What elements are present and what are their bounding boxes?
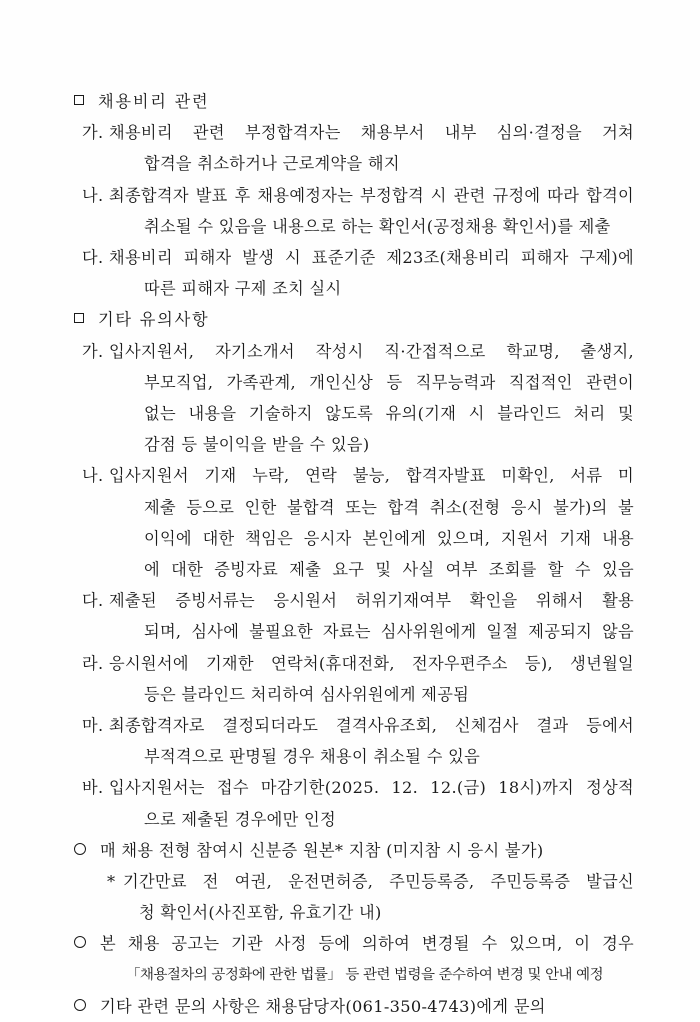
list-item-ma-2 — [74, 710, 634, 772]
item-line: 최종합격자 발표 후 채용예정자는 부정합격 시 관련 규정에 따라 합격이 — [109, 185, 634, 205]
item-label: 가. — [82, 123, 104, 143]
item-line: 감점 등 불이익을 받을 수 있음) — [144, 435, 370, 455]
list-item-da-2 — [74, 585, 634, 647]
section-heading-text: 기타 유의사항 — [98, 310, 210, 330]
list-item-ba-2 — [74, 772, 634, 834]
circle-note-announcement-change — [74, 928, 634, 990]
item-label: 라. — [82, 653, 104, 673]
item-line: 으로 제출된 경우에만 인정 — [144, 809, 336, 829]
item-line: 부모직업, 가족관계, 개인신상 등 직무능력과 직접적인 관련이 — [144, 372, 634, 392]
circle-note-subnote-id-types — [74, 866, 634, 928]
list-item-da-1 — [74, 242, 634, 304]
list-item-ga-2 — [74, 336, 634, 461]
item-line: 입사지원서는 접수 마감기한(2025. 12. 12.(금) 18시)까지 정상적 — [109, 778, 634, 798]
circle-note-id-original — [74, 835, 634, 866]
item-line: 최종합격자로 결정되더라도 결격사유조회, 신체검사 결과 등에서 — [109, 716, 634, 736]
document-body — [74, 86, 634, 1022]
circle-bullet-icon — [74, 835, 100, 866]
item-line: 입사지원서, 자기소개서 작성시 직·간접적으로 학교명, 출생지, — [109, 341, 634, 361]
list-item-ra-2 — [74, 648, 634, 710]
item-line: 취소될 수 있음을 내용으로 하는 확인서(공정채용 확인서)를 제출 — [144, 216, 611, 236]
item-label: 가. — [82, 341, 104, 361]
item-line: 되며, 심사에 불필요한 자료는 심사위원에게 일절 제공되지 않음 — [144, 622, 634, 642]
item-line: 이익에 대한 책임은 응시자 본인에게 있으며, 지원서 기재 내용 — [144, 528, 634, 548]
subnote-line: 청 확인서(사진포함, 유효기간 내) — [139, 903, 382, 923]
list-item-na-1 — [74, 180, 634, 242]
note-line: 매 채용 전형 참여시 신분증 원본* 지참 (미지참 시 응시 불가) — [100, 840, 544, 860]
item-line: 합격을 취소하거나 근로계약을 해지 — [144, 154, 400, 174]
item-label: 나. — [82, 466, 104, 486]
item-line: 등은 블라인드 처리하여 심사위원에게 제공됨 — [144, 684, 470, 704]
item-label: 마. — [82, 716, 104, 736]
section-heading-text: 채용비리 관련 — [98, 92, 210, 111]
item-line: 없는 내용을 기술하지 않도록 유의(기재 시 블라인드 처리 및 — [144, 404, 634, 424]
item-line: 따른 피해자 구제 조치 실시 — [144, 279, 342, 299]
item-label: 나. — [82, 185, 104, 205]
item-line: 채용비리 관련 부정합격자는 채용부서 내부 심의·결정을 거쳐 — [109, 123, 634, 143]
item-line: 제출된 증빙서류는 응시원서 허위기재여부 확인을 위해서 활용 — [109, 591, 634, 611]
item-label: 다. — [82, 591, 104, 611]
item-line: 입사지원서 기재 누락, 연락 불능, 합격자발표 미확인, 서류 미 — [109, 466, 634, 486]
item-label: 다. — [82, 248, 104, 268]
circle-note-contact — [74, 991, 634, 1022]
item-line: 응시원서에 기재한 연락처(휴대전화, 전자우편주소 등), 생년월일 — [109, 653, 634, 673]
item-line: 에 대한 증빙자료 제출 요구 및 사실 여부 조회를 할 수 있음 — [144, 560, 634, 580]
circle-bullet-icon — [74, 928, 100, 959]
note-line: 기타 관련 문의 사항은 채용담당자(061-350-4743)에게 문의 — [100, 996, 546, 1016]
list-item-na-2 — [74, 460, 634, 585]
list-item-ga-1 — [74, 117, 634, 179]
asterisk-marker: * — [107, 872, 116, 892]
square-bullet-icon — [74, 86, 98, 117]
section-heading-other-notices — [74, 304, 634, 335]
subnote-line: 기간만료 전 여권, 운전면허증, 주민등록증, 주민등록증 발급신 — [123, 872, 634, 892]
section-heading-recruitment-corruption — [74, 86, 634, 117]
item-label: 바. — [82, 778, 104, 798]
note-line: 「채용절차의 공정화에 관한 법률」 등 관련 법령을 준수하여 변경 및 안내 예정 — [126, 966, 604, 983]
square-bullet-icon — [74, 304, 98, 335]
item-line: 제출 등으로 인한 불합격 또는 합격 취소(전형 응시 불가)의 불 — [144, 497, 634, 517]
item-line: 부적격으로 판명될 경우 채용이 취소될 수 있음 — [144, 747, 481, 767]
item-line: 채용비리 피해자 발생 시 표준기준 제23조(채용비리 피해자 구제)에 — [109, 248, 634, 268]
note-line: 본 채용 공고는 기관 사정 등에 의하여 변경될 수 있으며, 이 경우 — [100, 934, 634, 954]
circle-bullet-icon — [74, 991, 100, 1022]
